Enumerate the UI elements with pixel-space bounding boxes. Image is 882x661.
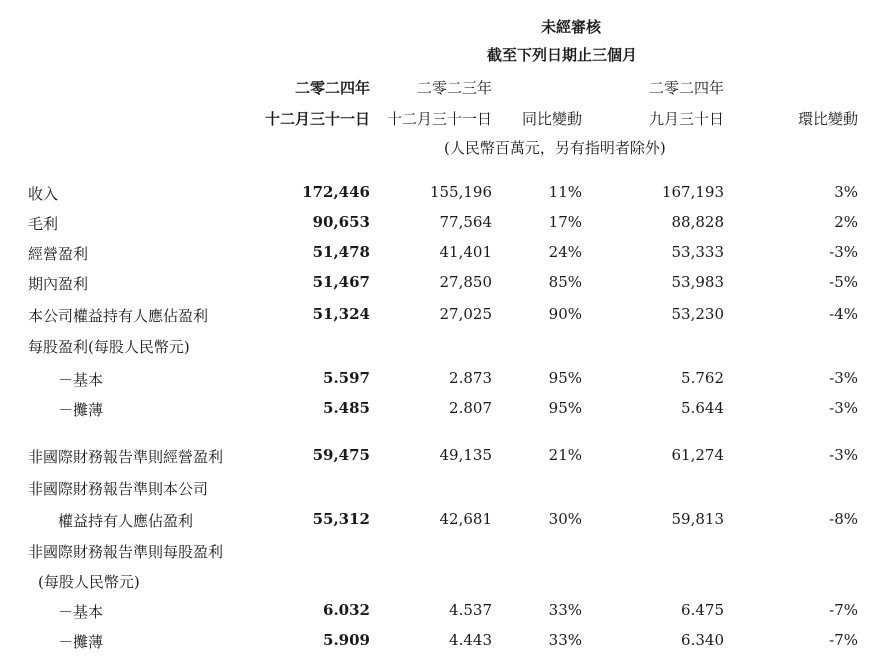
row-qoq-change: -7%: [829, 631, 858, 649]
row-yoy-change: 95%: [548, 399, 582, 417]
row-label: －攤薄: [58, 633, 104, 651]
row-value-prior-year: 2.873: [449, 369, 492, 387]
row-label: 收入: [28, 185, 59, 203]
row-qoq-change: 2%: [834, 213, 858, 231]
row-value-prior-quarter: 167,193: [661, 183, 724, 201]
row-qoq-change: -5%: [829, 273, 858, 291]
row-value-current: 51,478: [312, 243, 370, 261]
row-value-prior-year: 77,564: [439, 213, 492, 231]
col2-header-year: 二零二三年: [416, 79, 492, 97]
row-qoq-change: -3%: [829, 243, 858, 261]
row-value-prior-year: 2.807: [449, 399, 492, 417]
row-value-prior-year: 42,681: [439, 510, 492, 528]
row-qoq-change: -3%: [829, 369, 858, 387]
row-section-label: 非國際財務報告準則每股盈利: [28, 543, 224, 561]
row-yoy-change: 95%: [548, 369, 582, 387]
row-value-prior-year: 27,850: [439, 273, 492, 291]
row-label: 經營盈利: [28, 245, 89, 263]
row-label: －基本: [58, 603, 104, 621]
row-yoy-change: 24%: [548, 243, 582, 261]
row-value-prior-quarter: 53,230: [671, 305, 724, 323]
row-yoy-change: 33%: [548, 631, 582, 649]
row-value-prior-year: 4.443: [449, 631, 492, 649]
row-value-current: 6.032: [323, 601, 370, 619]
col4-header-year: 二零二四年: [648, 79, 724, 97]
row-value-prior-year: 155,196: [429, 183, 492, 201]
row-qoq-change: -3%: [829, 399, 858, 417]
col2-header-date: 十二月三十一日: [386, 110, 492, 128]
row-value-current: 5.909: [323, 631, 370, 649]
col1-header-date: 十二月三十一日: [264, 110, 370, 128]
row-value-prior-quarter: 53,983: [671, 273, 724, 291]
row-yoy-change: 33%: [548, 601, 582, 619]
row-value-current: 5.597: [323, 369, 370, 387]
row-value-prior-quarter: 61,274: [671, 446, 724, 464]
row-value-prior-quarter: 6.340: [681, 631, 724, 649]
row-qoq-change: -3%: [829, 446, 858, 464]
row-qoq-change: 3%: [834, 183, 858, 201]
row-value-prior-quarter: 53,333: [671, 243, 724, 261]
row-value-prior-quarter: 59,813: [671, 510, 724, 528]
row-label: －基本: [58, 371, 104, 389]
row-yoy-change: 21%: [548, 446, 582, 464]
row-value-current: 59,475: [312, 446, 370, 464]
row-value-prior-year: 27,025: [439, 305, 492, 323]
unaudited-heading: 未經審核: [541, 18, 602, 36]
period-heading: 截至下列日期止三個月: [487, 46, 638, 64]
row-yoy-change: 90%: [548, 305, 582, 323]
row-label: －攤薄: [58, 401, 104, 419]
row-value-prior-quarter: 88,828: [671, 213, 724, 231]
row-section-label: 每股盈利(每股人民幣元): [28, 338, 190, 356]
row-qoq-change: -7%: [829, 601, 858, 619]
col4-header-date: 九月三十日: [648, 110, 724, 128]
row-yoy-change: 11%: [548, 183, 582, 201]
row-value-current: 172,446: [302, 183, 370, 201]
col1-header-year: 二零二四年: [294, 79, 370, 97]
row-value-current: 55,312: [312, 510, 370, 528]
row-yoy-change: 85%: [548, 273, 582, 291]
row-label: 非國際財務報告準則經營盈利: [28, 448, 224, 466]
row-yoy-change: 17%: [548, 213, 582, 231]
row-yoy-change: 30%: [548, 510, 582, 528]
row-section-label: 非國際財務報告準則本公司: [28, 480, 209, 498]
row-label: 毛利: [28, 215, 59, 233]
row-value-current: 51,324: [312, 305, 370, 323]
row-value-prior-quarter: 6.475: [681, 601, 724, 619]
row-qoq-change: -8%: [829, 510, 858, 528]
col3-header: 同比變動: [521, 110, 582, 128]
unit-note: (人民幣百萬元，另有指明者除外): [444, 139, 666, 157]
row-value-current: 51,467: [312, 273, 370, 291]
row-value-prior-quarter: 5.644: [681, 399, 724, 417]
row-label: 期內盈利: [28, 275, 89, 293]
row-label: 權益持有人應佔盈利: [58, 512, 194, 530]
row-value-prior-quarter: 5.762: [681, 369, 724, 387]
row-value-current: 5.485: [323, 399, 370, 417]
row-label: 本公司權益持有人應佔盈利: [28, 307, 209, 325]
row-value-prior-year: 49,135: [439, 446, 492, 464]
row-value-current: 90,653: [312, 213, 370, 231]
col5-header: 環比變動: [797, 110, 858, 128]
row-value-prior-year: 4.537: [449, 601, 492, 619]
row-value-prior-year: 41,401: [439, 243, 492, 261]
row-section-label: (每股人民幣元): [38, 573, 140, 591]
row-qoq-change: -4%: [829, 305, 858, 323]
